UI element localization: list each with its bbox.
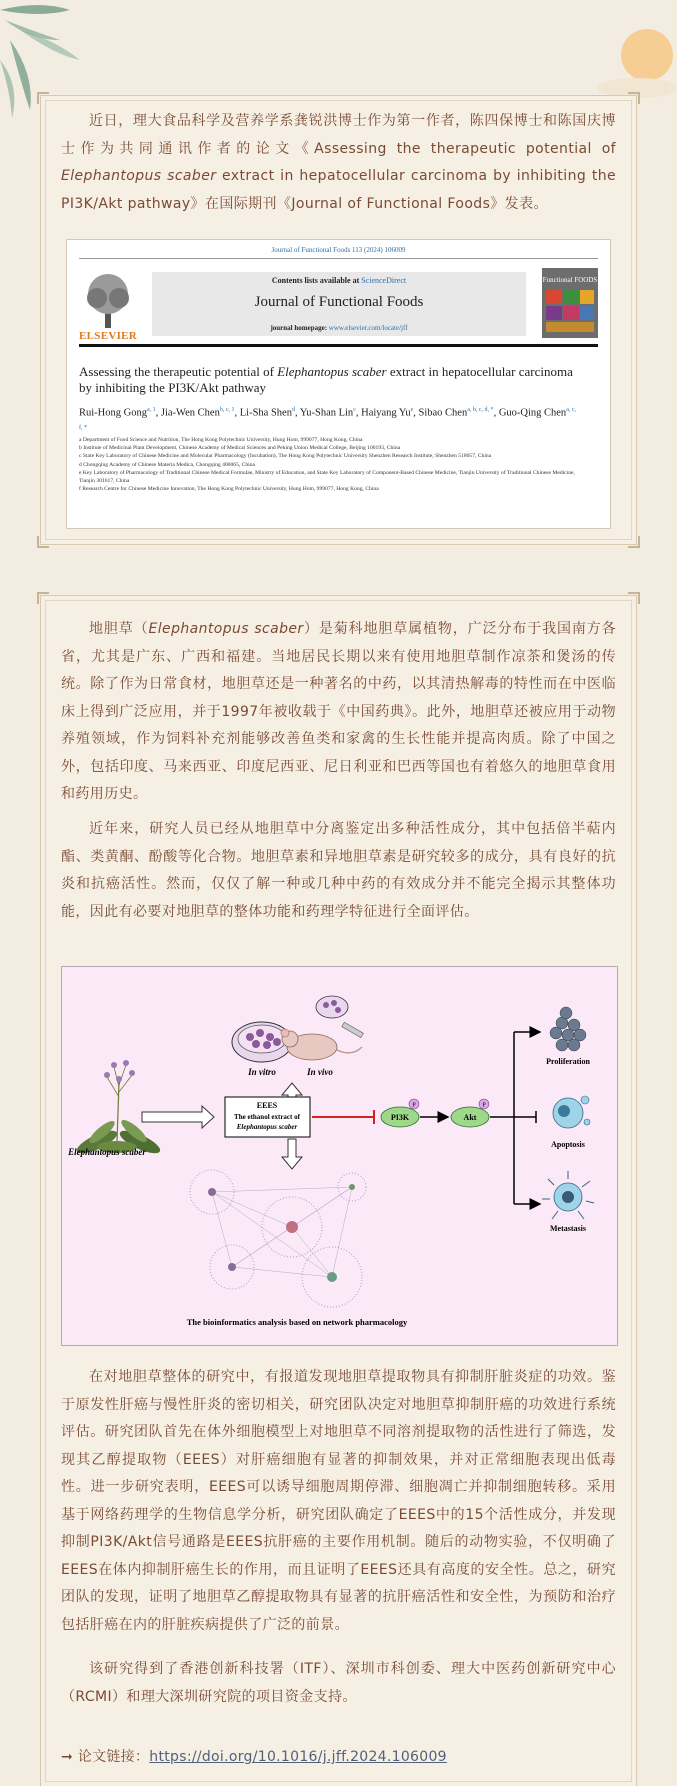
author-name: , Haiyang Yu (355, 407, 411, 419)
affiliation-line: e Key Laboratory of Pharmacology of Traditional Chinese Medical Formulae, Ministry of Education, and State Key Laboratory of Component-Based Chinese Medicine, Tianjin University of Traditional Chinese Medicine, Tianjin 301617, China (79, 469, 575, 485)
author-name: , Guo-Qing Chen (493, 407, 567, 419)
paper-link-row (61, 1746, 447, 1766)
author-affil-marker[interactable]: a, c, f, * (79, 407, 577, 431)
down-arrow (282, 1139, 302, 1169)
intro-paragraph: 近日，理大食品科学及营养学系龚锐洪博士作为第一作者，陈四保博士和陈国庆博士作为共同通讯作者的论文《Assessing the therapeutic potential of Elephantopus scaber extract in hepatocellular carcinoma by inhibiting the PI3K/Akt pathway》在国际期刊《Journal of Functional Foods》发表。 (61, 113, 617, 212)
author-name: , Li-Sha Shen (234, 407, 292, 419)
publisher-name: ELSEVIER (79, 330, 138, 342)
pi3k-label: PI3K (390, 1113, 410, 1122)
paper-title: Assessing the therapeutic potential of Elephantopus scaber extract in hepatocellular carcinoma by inhibiting the PI3K/Akt pathway (79, 364, 573, 395)
proliferation-icon (550, 1007, 586, 1051)
journal-name: Journal of Functional Foods (254, 294, 424, 310)
svg-text:P: P (482, 1102, 486, 1109)
graphical-abstract-figure (61, 966, 618, 1346)
journal-homepage: journal homepage: www.elsevier.com/locate/jff (270, 324, 408, 332)
author-affil-marker[interactable]: c (353, 407, 356, 413)
author-affil-marker[interactable]: e (410, 407, 414, 413)
content-card (40, 595, 637, 1786)
journal-banner (152, 272, 526, 336)
svg-text:Functional FOODS: Functional FOODS (542, 276, 598, 284)
homepage-link[interactable]: www.elsevier.com/locate/jff (328, 324, 408, 332)
author-name: , Sibao Chen (413, 407, 468, 419)
paragraph-research-findings: 在对地胆草整体的研究中，有报道发现地胆草提取物具有抑制肝脏炎症的功效。鉴于原发性肝癌与慢性肝炎的密切相关，研究团队决定对地胆草抑制肝癌的功效进行系统评估。研究团队首先在体外细胞模型上对地胆草不同溶剂提取物的活性进行了筛选，发现其乙醇提取物（EEES）对肝癌细胞有显著的抑制效果，并对正常细胞表现出低毒性。进一步研究表明，EEES可以诱导细胞周期停滞、细胞凋亡并抑制细胞转移。采用基于网络药理学的生物信息学分析，研究团队确定了EEES中的15个活性成分，并发现抑制PI3K/Akt信号通路是EEES抗肝癌的主要作用机制。随后的动物实验，不仅明确了EEES在体内抑制肝癌生长的作用，而且证明了EEES还具有高度的安全性。总之，研究团队的发现，证明了地胆草乙醇提取物具有显著的抗肝癌活性和安全性，为预防和治疗包括肝癌在内的肝脏疾病提供了广泛的前景。 (61, 1369, 616, 1633)
bioinformatics-label: The bioinformatics analysis based on network pharmacology (186, 1317, 408, 1327)
paper-doi-link[interactable]: https://doi.org/10.1016/j.jff.2024.106009 (149, 1749, 447, 1765)
contents-line: Contents lists available at ScienceDirect (271, 276, 407, 285)
apoptosis-icon (553, 1096, 590, 1128)
affiliation-line: b Institute of Medicinal Plant Development, Chinese Academy of Medical Sciences and Peking Union Medical College, Beijing 100193, China (79, 445, 401, 452)
affiliation-line: f Research Centre for Chinese Medicine Innovation, The Hong Kong Polytechnic University, Hung Hom, 999077, Hong Kong, China (79, 486, 379, 493)
affiliation-line: d Chongqing Academy of Chinese Materia Medica, Chongqing 400065, China (79, 461, 256, 468)
paragraph-introduction-plant: 地胆草（Elephantopus scaber）是菊科地胆草属植物，广泛分布于我国南方各省，尤其是广东、广西和福建。当地居民长期以来有使用地胆草制作凉茶和煲汤的传统。除了作为日常食材，地胆草还是一种著名的中药，以其清热解毒的特性而在中医临床上得到广泛应用，并于1997年被收载于《中国药典》。此外，地胆草还被应用于动物养殖领域，作为饲料补充剂能够改善鱼类和家禽的生长性能并提高肉质。除了中国之外，包括印度、马来西亚、印度尼西亚、尼日利亚和巴西等国也有着悠久的地胆草食用和药用历史。 (61, 621, 616, 802)
journal-cover (542, 268, 598, 338)
author-name: , Jia-Wen Chen (155, 407, 220, 419)
author-affil-marker[interactable]: b, c, 1 (219, 407, 235, 413)
intro-card (40, 95, 637, 545)
author-name: Rui-Hong Gong (79, 407, 147, 419)
apoptosis-label: Apoptosis (551, 1140, 585, 1149)
plant-label: Elephantopus scaber (68, 1147, 146, 1157)
paragraph-active-components: 近年来，研究人员已经从地胆草中分离鉴定出多种活性成分，其中包括倍半萜内酯、类黄酮、酚酸等化合物。地胆草素和异地胆草素是研究较多的成分，具有良好的抗炎和抗癌活性。然而，仅仅了解一种或几种中药的有效成分并不能完全揭示其整体功能，因此有必要对地胆草的整体功能和药理学特征进行全面评估。 (61, 821, 616, 920)
paragraph-funding: 该研究得到了香港创新科技署（ITF）、深圳市科创委、理大中医药创新研究中心（RCMI）和理大深圳研究院的项目资金支持。 (61, 1661, 616, 1705)
in-vivo-label: In vivo (307, 1067, 333, 1077)
eees-title: EEES (256, 1101, 278, 1110)
paper-link-label: ➞ 论文链接： (61, 1749, 150, 1765)
plant-illustration (74, 1060, 163, 1158)
eees-line2: Elephantopus scaber (236, 1123, 298, 1131)
author-affil-marker[interactable]: a, 1 (146, 407, 156, 413)
author-affil-marker[interactable]: a, b, c, d, * (467, 407, 494, 413)
author-affil-marker[interactable]: d (291, 407, 295, 413)
affiliation-line: c State Key Laboratory of Chinese Medicine and Molecular Pharmacology (Incubation), The Hong Kong Polytechnic University Shenzhen Research Institute, Shenzhen 518057, China (79, 453, 492, 460)
akt-label: Akt (463, 1113, 477, 1122)
paper-affiliations (79, 436, 580, 493)
sciencedirect-link[interactable]: ScienceDirect (361, 276, 407, 285)
affiliation-line: a Department of Food Science and Nutrition, The Hong Kong Polytechnic University, Hung Hom, 999077, Hong Kong, China (79, 437, 363, 443)
right-arrow (142, 1106, 214, 1128)
eees-line1: The ethanol extract of (234, 1113, 300, 1121)
metastasis-icon (542, 1171, 594, 1219)
mouse-icon (281, 996, 363, 1060)
paper-authors (79, 403, 580, 438)
in-vitro-label: In vitro (248, 1067, 276, 1077)
proliferation-label: Proliferation (546, 1057, 590, 1066)
svg-text:P: P (412, 1102, 416, 1109)
network-clusters (190, 1170, 366, 1307)
metastasis-label: Metastasis (550, 1224, 586, 1233)
author-name: , Yu-Shan Lin (294, 407, 354, 419)
paper-header-image (66, 239, 611, 529)
journal-reference[interactable]: Journal of Functional Foods 113 (2024) 106009 (271, 246, 406, 254)
